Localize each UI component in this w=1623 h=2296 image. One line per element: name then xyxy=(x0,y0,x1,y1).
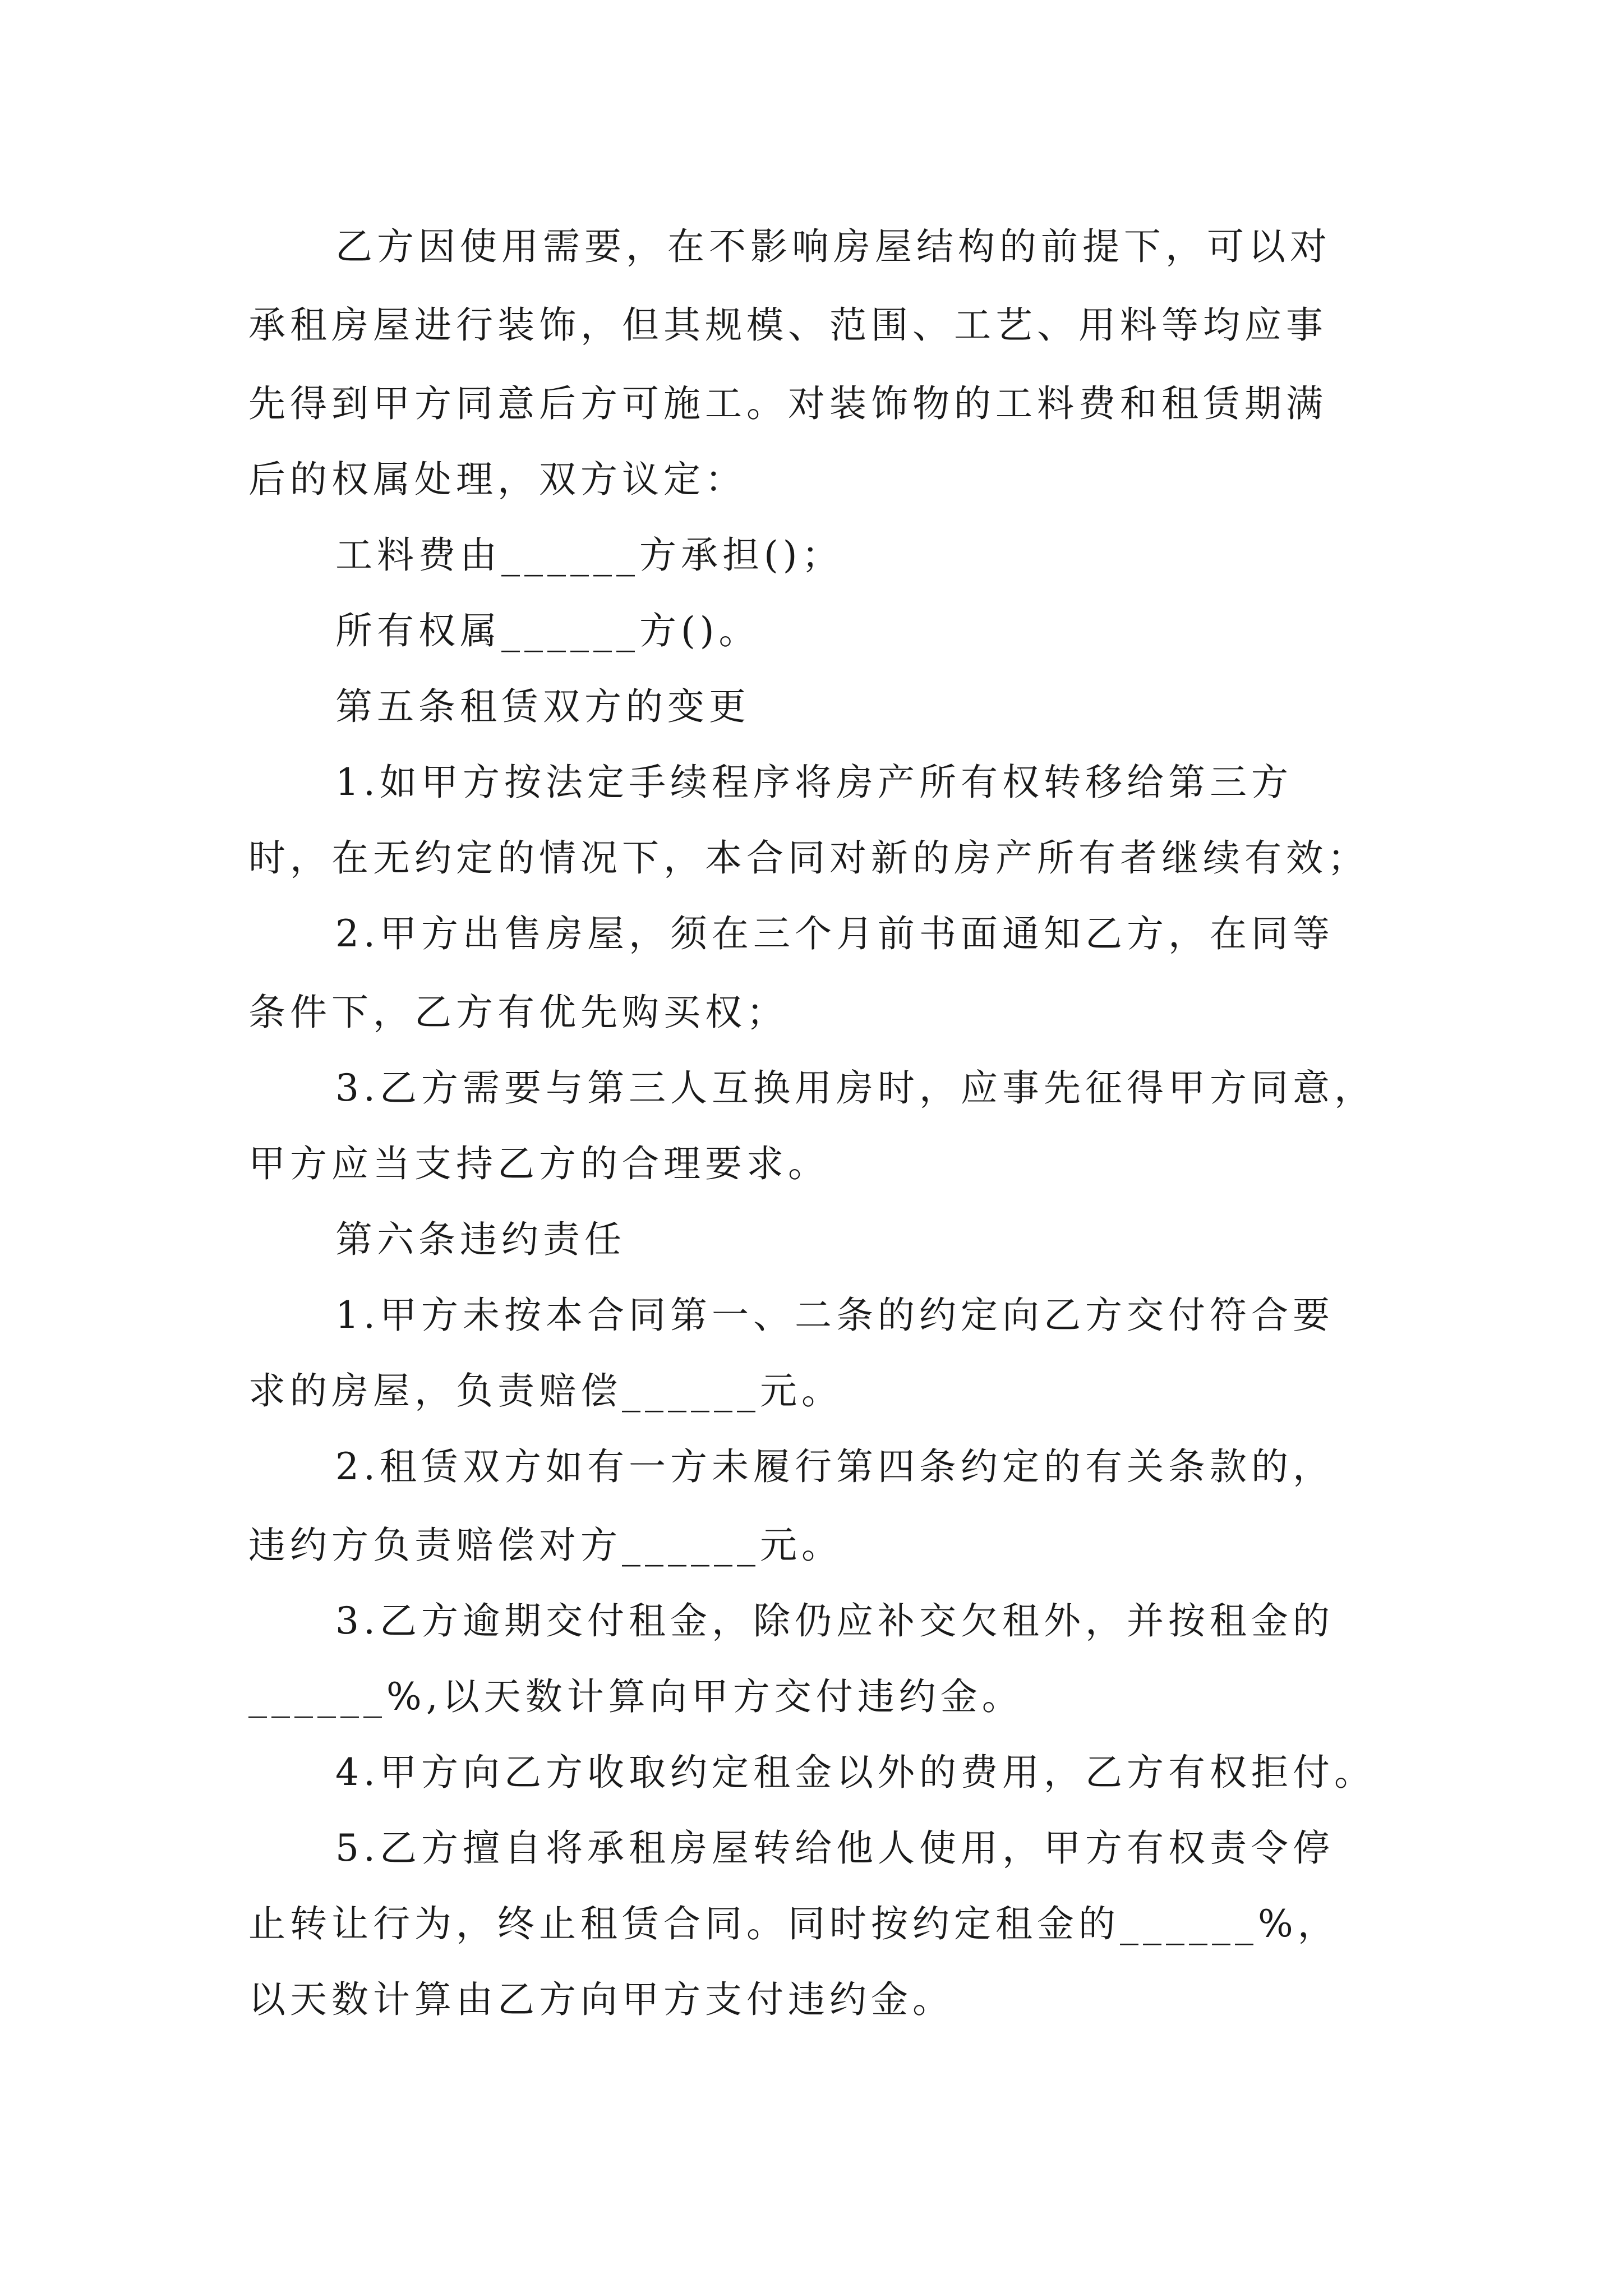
paragraph-line: 工料费由______方承担()； xyxy=(335,533,843,577)
paragraph-line: ______%,以天数计算向甲方交付违约金。 xyxy=(248,1675,1023,1718)
paragraph-line: 5.乙方擅自将承租房屋转给他人使用，甲方有权责令停 xyxy=(335,1826,1334,1870)
paragraph-line: 2.租赁双方如有一方未履行第四条约定的有关条款的， xyxy=(335,1445,1334,1488)
paragraph-line: 先得到甲方同意后方可施工。对装饰物的工料费和租赁期满 xyxy=(248,382,1327,425)
paragraph-line: 以天数计算由乙方向甲方支付违约金。 xyxy=(248,1978,954,2021)
paragraph-line: 后的权属处理，双方议定： xyxy=(248,458,746,501)
paragraph-line: 所有权属______方()。 xyxy=(335,609,760,652)
section-heading: 第五条租赁双方的变更 xyxy=(335,685,750,728)
paragraph-line: 承租房屋进行装饰，但其规模、范围、工艺、用料等均应事 xyxy=(248,303,1327,347)
paragraph-line: 甲方应当支持乙方的合理要求。 xyxy=(248,1142,829,1185)
paragraph-line: 乙方因使用需要，在不影响房屋结构的前提下，可以对 xyxy=(335,225,1331,268)
paragraph-line: 时，在无约定的情况下，本合同对新的房产所有者继续有效； xyxy=(248,836,1369,880)
paragraph-line: 条件下，乙方有优先购买权； xyxy=(248,991,788,1034)
paragraph-line: 3.乙方逾期交付租金，除仍应补交欠租外，并按租金的 xyxy=(335,1599,1334,1642)
paragraph-line: 3.乙方需要与第三人互换用房时，应事先征得甲方同意， xyxy=(335,1066,1376,1110)
paragraph-line: 1.如甲方按法定手续程序将房产所有权转移给第三方 xyxy=(335,761,1293,804)
paragraph-line: 2.甲方出售房屋，须在三个月前书面通知乙方，在同等 xyxy=(335,912,1334,955)
paragraph-line: 求的房屋，负责赔偿______元。 xyxy=(248,1369,843,1412)
paragraph-line: 违约方负责赔偿对方______元。 xyxy=(248,1524,843,1567)
section-heading: 第六条违约责任 xyxy=(335,1218,626,1261)
paragraph-line: 1.甲方未按本合同第一、二条的约定向乙方交付符合要 xyxy=(335,1294,1334,1337)
paragraph-line: 止转让行为，终止租赁合同。同时按约定租金的______%， xyxy=(248,1902,1339,1945)
paragraph-line: 4.甲方向乙方收取约定租金以外的费用，乙方有权拒付。 xyxy=(335,1751,1376,1794)
